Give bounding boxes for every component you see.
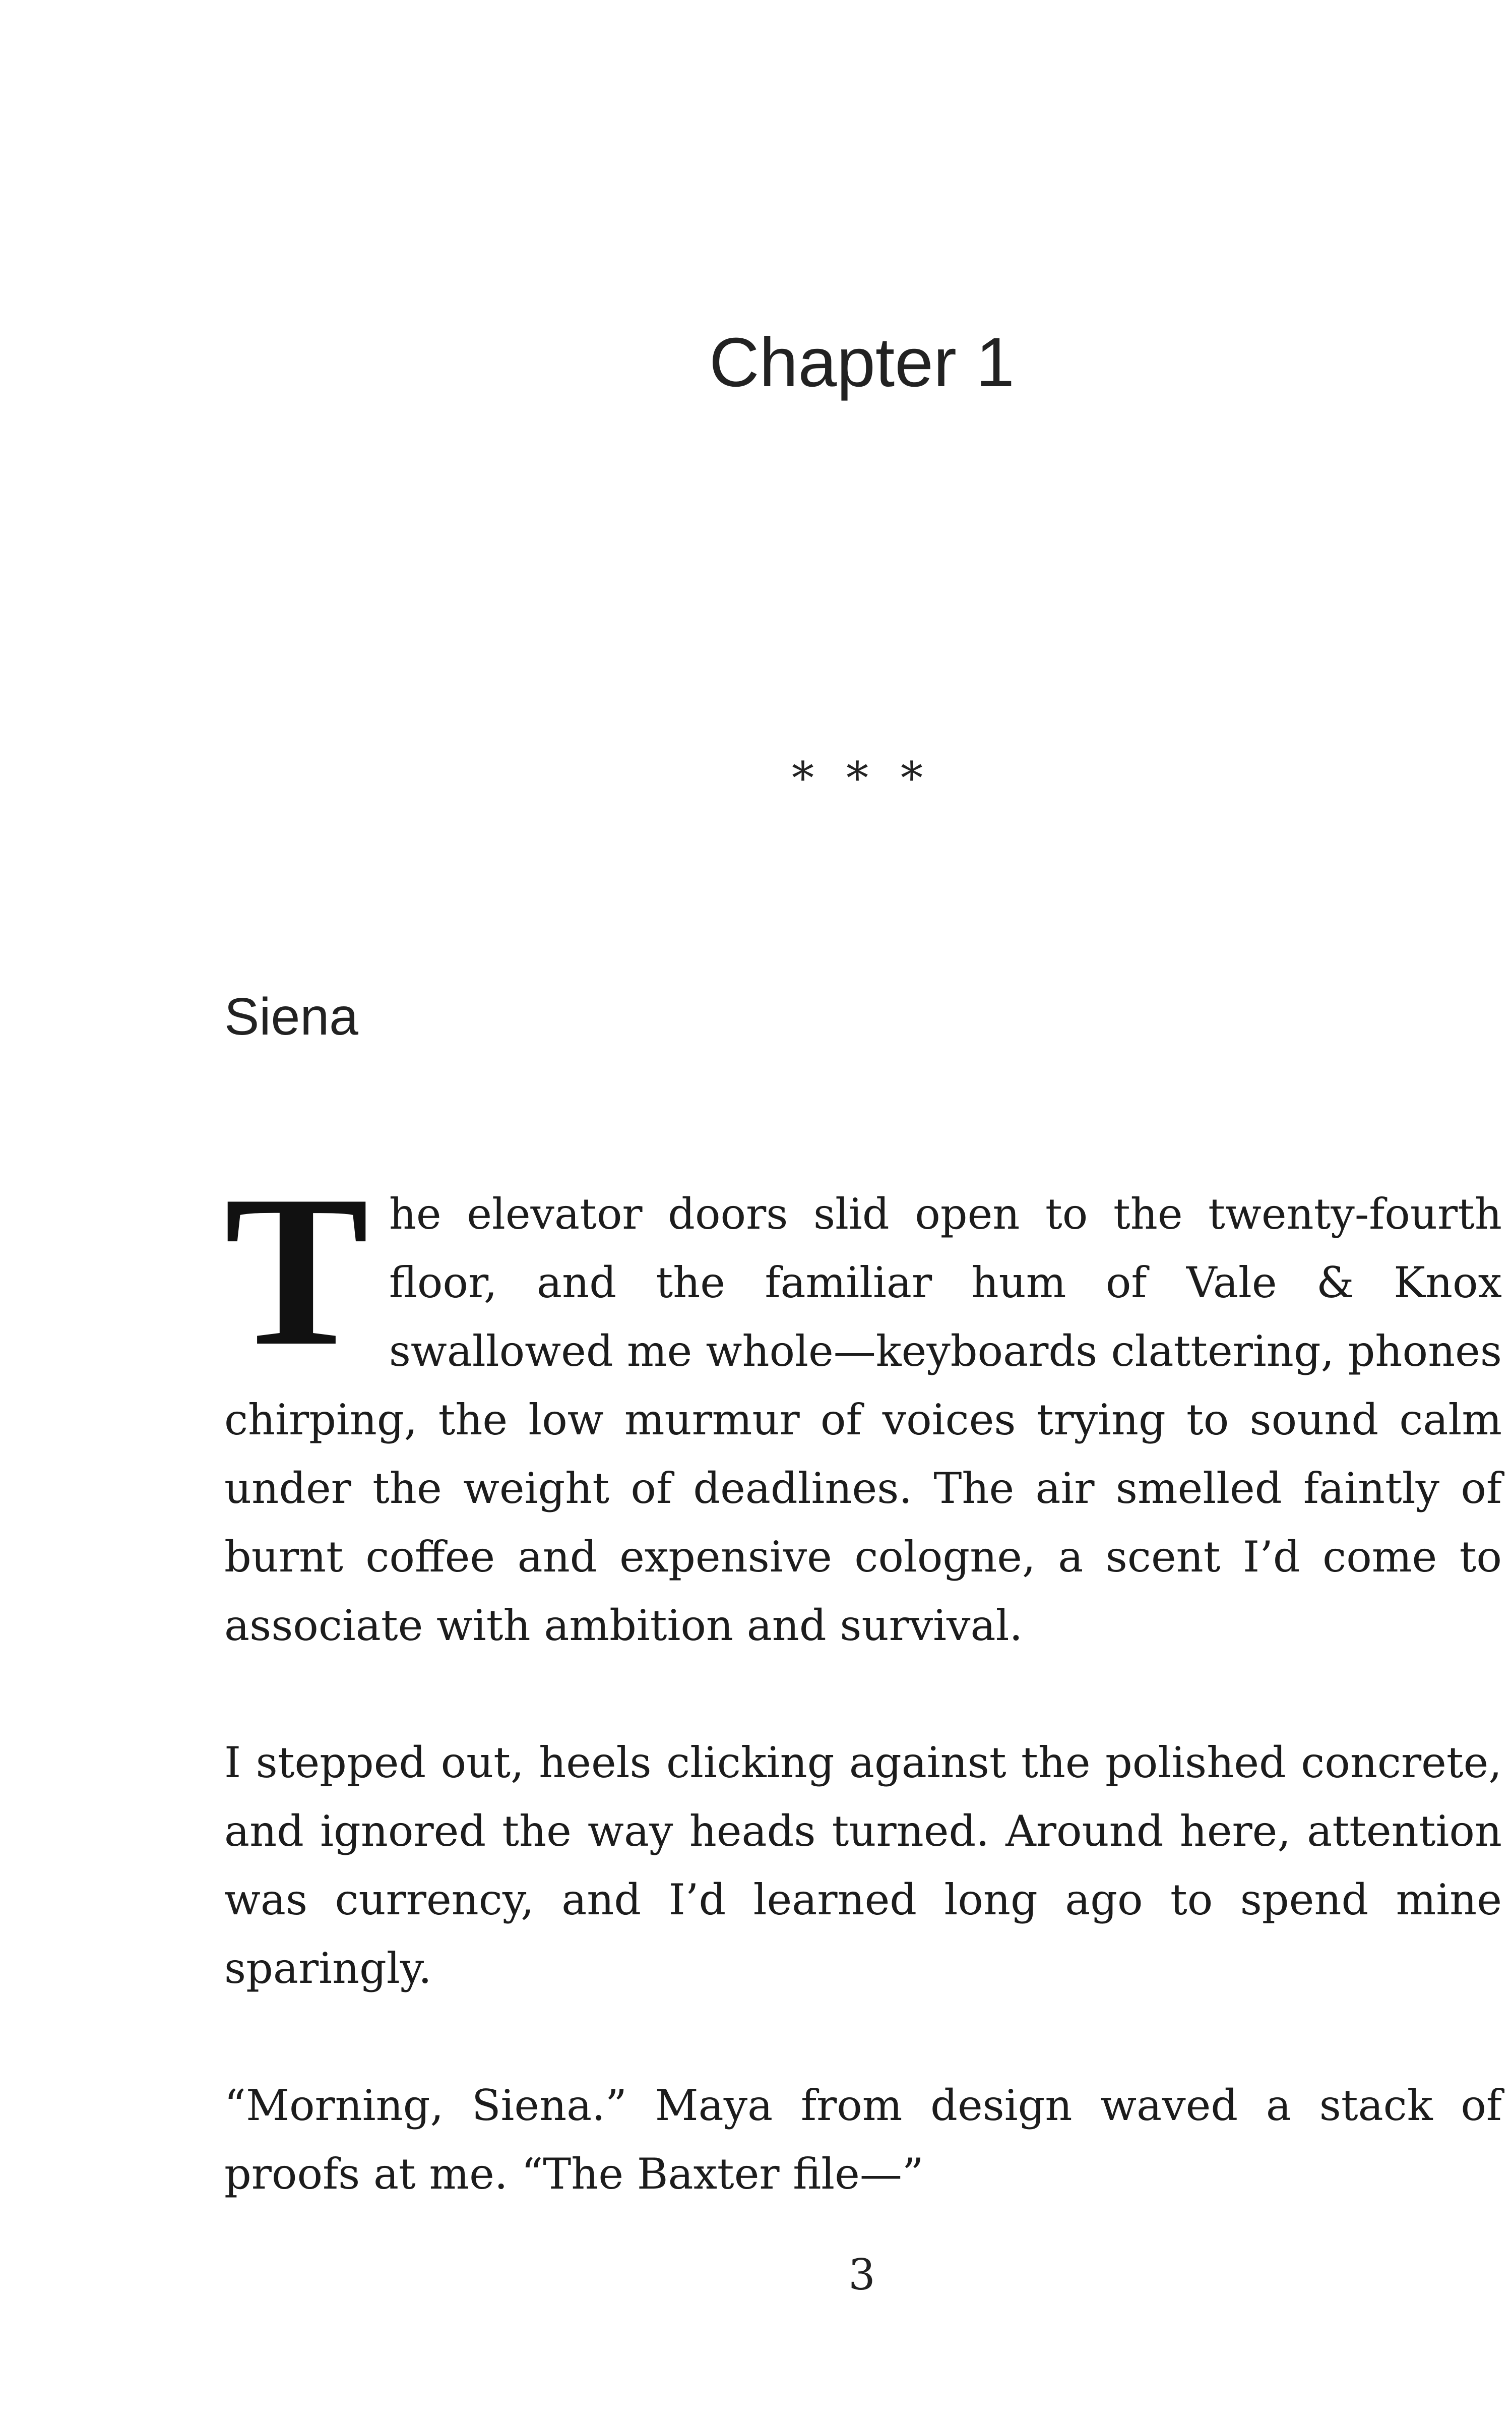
paragraph-1-text: he elevator doors slid open to the twenty-fourth floor, and the familiar hum of Vale & Knox swallowed me whole—keyboards clattering, phones chirping, the low murmur of voices trying to sound calm under the weight of deadlines. The air smelled faintly of burnt coffee and expensive cologne, a scent I’d come to associate with ambition and survival. bbox=[224, 1189, 1502, 1650]
paragraph-1 bbox=[224, 1151, 1502, 1660]
paragraph-3: “Morning, Siena.” Maya from design waved a stack of proofs at me. “The Baxter file—” bbox=[224, 2081, 1502, 2199]
scene-break: * * * bbox=[792, 752, 932, 804]
chapter-title: Chapter 1 bbox=[709, 324, 1015, 401]
paragraph-2: I stepped out, heels clicking against the polished concrete, and ignored the way heads turned. Around here, attention was currency, and I’d learned long ago to spend mine sparingly. bbox=[224, 1738, 1502, 1993]
drop-cap: T bbox=[224, 1151, 369, 1391]
pov-heading: Siena bbox=[224, 988, 358, 1046]
body-text bbox=[224, 1151, 1502, 2208]
page-number: 3 bbox=[848, 2250, 875, 2300]
